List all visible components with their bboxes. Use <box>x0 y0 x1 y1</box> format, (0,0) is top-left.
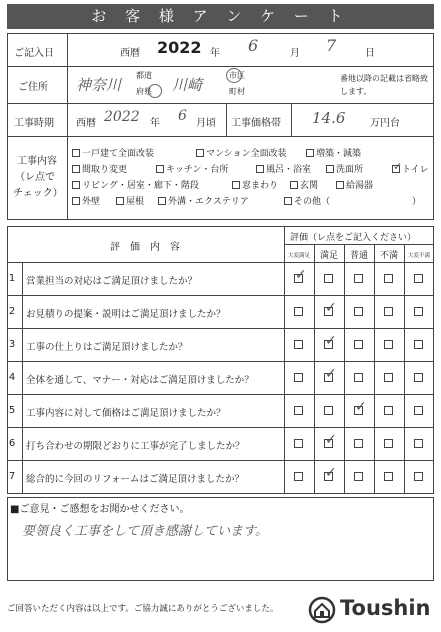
rating-checkbox[interactable] <box>414 373 423 382</box>
rating-checkbox[interactable] <box>414 307 423 316</box>
price-value[interactable]: 14.6 <box>312 109 346 127</box>
entry-date-era: 西暦 <box>120 48 140 59</box>
work-option-label: 外溝・エクステリア <box>168 197 249 207</box>
comments-label: ■ご意見・ご感想をお聞かせください。 <box>10 504 190 515</box>
rating-checkbox[interactable] <box>384 439 393 448</box>
rating-checkbox[interactable] <box>384 406 393 415</box>
address-prefecture[interactable]: 神奈川 <box>76 76 122 94</box>
work-option-label: トイレ <box>402 165 429 175</box>
question-number: 3 <box>8 339 16 350</box>
work-option[interactable] <box>72 178 199 191</box>
work-checkbox[interactable] <box>116 197 124 205</box>
rating-checkbox[interactable] <box>384 274 393 283</box>
entry-date-label: ご記入日 <box>14 48 54 59</box>
work-option[interactable] <box>306 146 361 159</box>
rating-checkbox[interactable] <box>324 274 333 283</box>
rating-checkbox[interactable] <box>324 373 333 382</box>
entry-date-month-unit: 月 <box>290 48 300 59</box>
work-option[interactable] <box>256 162 311 175</box>
work-option[interactable] <box>326 162 363 175</box>
work-checkbox[interactable] <box>156 165 164 173</box>
question-text: 工事内容に対して価格はご満足頂けましたか？ <box>26 408 226 419</box>
work-label-1: 工事内容 <box>17 156 57 167</box>
footer-text: ご回答いただく内容は以上です。ご協力誠にありがとうございました。 <box>7 604 279 614</box>
address-note: 番地以降の記載は省略致します。 <box>340 74 428 96</box>
rating-checkbox[interactable] <box>324 340 333 349</box>
brand-name: Toushin <box>340 596 431 620</box>
rating-checkbox[interactable] <box>354 472 363 481</box>
entry-date-day[interactable]: 7 <box>326 36 337 55</box>
address-city[interactable]: 川崎 <box>172 76 203 94</box>
work-option-label: 風呂・浴室 <box>266 165 312 175</box>
address-pref-unit-2: 府県 <box>136 87 152 96</box>
work-checkbox[interactable] <box>306 149 314 157</box>
work-checkbox[interactable] <box>158 197 166 205</box>
work-label-2: （レ点で <box>15 172 55 183</box>
rating-checkbox[interactable] <box>384 340 393 349</box>
rating-checkbox[interactable] <box>414 340 423 349</box>
period-month[interactable]: 6 <box>178 108 187 124</box>
rating-checkbox[interactable] <box>324 307 333 316</box>
work-option[interactable] <box>196 146 287 159</box>
rating-checkbox[interactable] <box>414 472 423 481</box>
work-checkbox[interactable] <box>256 165 264 173</box>
rating-checkbox[interactable] <box>354 274 363 283</box>
question-text: 総合的に今回のリフォームはご満足頂けましたか？ <box>26 474 245 485</box>
address-pref-unit-1: 都道 <box>136 71 152 80</box>
work-checkbox[interactable] <box>72 165 80 173</box>
rating-checkbox[interactable] <box>294 472 303 481</box>
address-label: ご住所 <box>18 82 48 93</box>
city-circle <box>226 68 242 83</box>
work-option[interactable] <box>284 194 330 207</box>
rating-checkbox[interactable] <box>384 472 393 481</box>
work-checkbox[interactable] <box>326 165 334 173</box>
work-option-label: 洗面所 <box>336 165 364 175</box>
question-text: 工事の仕上りはご満足頂けましたか？ <box>26 342 188 353</box>
pref-circle <box>148 84 162 98</box>
work-option-label: 外壁 <box>82 197 101 207</box>
rating-scale-label: 普通 <box>349 251 368 261</box>
work-option[interactable] <box>156 162 228 175</box>
address-city-unit-2: 町村 <box>229 87 245 96</box>
work-option[interactable] <box>232 178 278 191</box>
work-checkbox[interactable] <box>290 181 298 189</box>
work-option-label: 玄関 <box>300 181 319 191</box>
work-checkbox[interactable] <box>232 181 240 189</box>
rating-checkbox[interactable] <box>384 307 393 316</box>
work-option[interactable] <box>392 162 429 175</box>
question-text: 打ち合わせの期限どおりに工事が完了しましたか？ <box>26 441 245 452</box>
work-checkbox[interactable] <box>72 149 80 157</box>
period-year-unit: 年 <box>150 118 160 129</box>
rating-checkbox[interactable] <box>294 340 303 349</box>
work-option[interactable] <box>336 178 373 191</box>
period-year[interactable]: 2022 <box>104 109 140 125</box>
rating-scale-label: 大変満足 <box>287 253 310 259</box>
rating-scale-label: 大変不満 <box>407 253 430 259</box>
period-month-unit: 月頃 <box>196 118 216 129</box>
rating-checkbox[interactable] <box>294 307 303 316</box>
address-city-unit-1: 市区 <box>229 71 245 80</box>
question-number: 1 <box>8 273 16 284</box>
entry-date-day-unit: 日 <box>365 48 375 59</box>
rating-checkbox[interactable] <box>294 373 303 382</box>
survey-title: お 客 様 ア ン ケ ー ト <box>7 4 434 29</box>
work-option[interactable] <box>72 146 154 159</box>
rating-checkbox[interactable] <box>294 439 303 448</box>
price-unit: 万円台 <box>370 118 400 129</box>
work-option-label: 間取り変更 <box>82 165 128 175</box>
entry-date-year-unit: 年 <box>210 48 220 59</box>
survey-table <box>7 226 434 494</box>
work-checkbox[interactable] <box>196 149 204 157</box>
work-option-label: キッチン・台所 <box>166 165 229 175</box>
work-option-label: 一戸建て全面改装 <box>82 149 155 159</box>
question-text: 全体を通して、マナー・対応はご満足頂けましたか？ <box>26 375 254 386</box>
work-checkbox[interactable] <box>336 181 344 189</box>
rating-scale-label: 不満 <box>379 251 398 261</box>
work-checkbox[interactable] <box>392 165 400 173</box>
rating-checkbox[interactable] <box>324 406 333 415</box>
rating-checkbox[interactable] <box>354 340 363 349</box>
work-checkbox[interactable] <box>72 197 80 205</box>
period-label: 工事時期 <box>14 118 54 129</box>
work-option[interactable] <box>116 194 144 207</box>
work-option-label: マンション全面改装 <box>206 149 287 159</box>
rating-checkbox[interactable] <box>324 472 333 481</box>
question-number: 5 <box>8 405 16 416</box>
toushin-logo-icon <box>308 596 336 624</box>
work-option-label: 増築・減築 <box>316 149 362 159</box>
rating-checkbox[interactable] <box>354 439 363 448</box>
rating-checkbox[interactable] <box>354 373 363 382</box>
work-option[interactable] <box>158 194 249 207</box>
question-number: 6 <box>8 438 16 449</box>
work-option-label: リビング・居室・廊下・階段 <box>82 181 199 191</box>
work-checkbox[interactable] <box>72 181 80 189</box>
work-option-label: その他（ <box>294 197 331 207</box>
question-number: 7 <box>8 471 16 482</box>
period-era: 西暦 <box>76 118 96 129</box>
rating-checkbox[interactable] <box>354 307 363 316</box>
rating-checkbox[interactable] <box>414 274 423 283</box>
rating-checkbox[interactable] <box>324 439 333 448</box>
rating-checkbox[interactable] <box>294 406 303 415</box>
rating-checkbox[interactable] <box>294 274 303 283</box>
entry-date-year: 2022 <box>157 38 202 57</box>
comments-text[interactable]: 要領良く工事をして頂き感謝しています。 <box>22 524 268 539</box>
work-option[interactable] <box>72 162 127 175</box>
work-option-label: 給湯器 <box>346 181 374 191</box>
work-option-label: 窓まわり <box>242 181 279 191</box>
question-text: 営業担当の対応はご満足頂けましたか？ <box>26 276 198 287</box>
entry-date-month[interactable]: 6 <box>248 36 259 55</box>
work-option[interactable] <box>72 194 100 207</box>
question-number: 4 <box>8 372 16 383</box>
rating-header: 評価（レ点をご記入ください） <box>290 233 417 243</box>
rating-checkbox[interactable] <box>354 406 363 415</box>
price-label: 工事価格帯 <box>231 118 281 129</box>
rating-checkbox[interactable] <box>414 406 423 415</box>
work-checkbox[interactable] <box>284 197 292 205</box>
question-text: お見積りの提案・説明はご満足頂けましたか？ <box>26 309 226 320</box>
work-option-label: ） <box>412 197 422 207</box>
work-option-label: 屋根 <box>126 197 145 207</box>
question-number: 2 <box>8 306 16 317</box>
survey-header: 評 価 内 容 <box>110 242 180 253</box>
rating-checkbox[interactable] <box>414 439 423 448</box>
work-option[interactable] <box>412 194 421 207</box>
rating-checkbox[interactable] <box>384 373 393 382</box>
work-option[interactable] <box>290 178 318 191</box>
rating-scale-label: 満足 <box>319 251 338 261</box>
work-label-3: チェック） <box>13 188 63 199</box>
